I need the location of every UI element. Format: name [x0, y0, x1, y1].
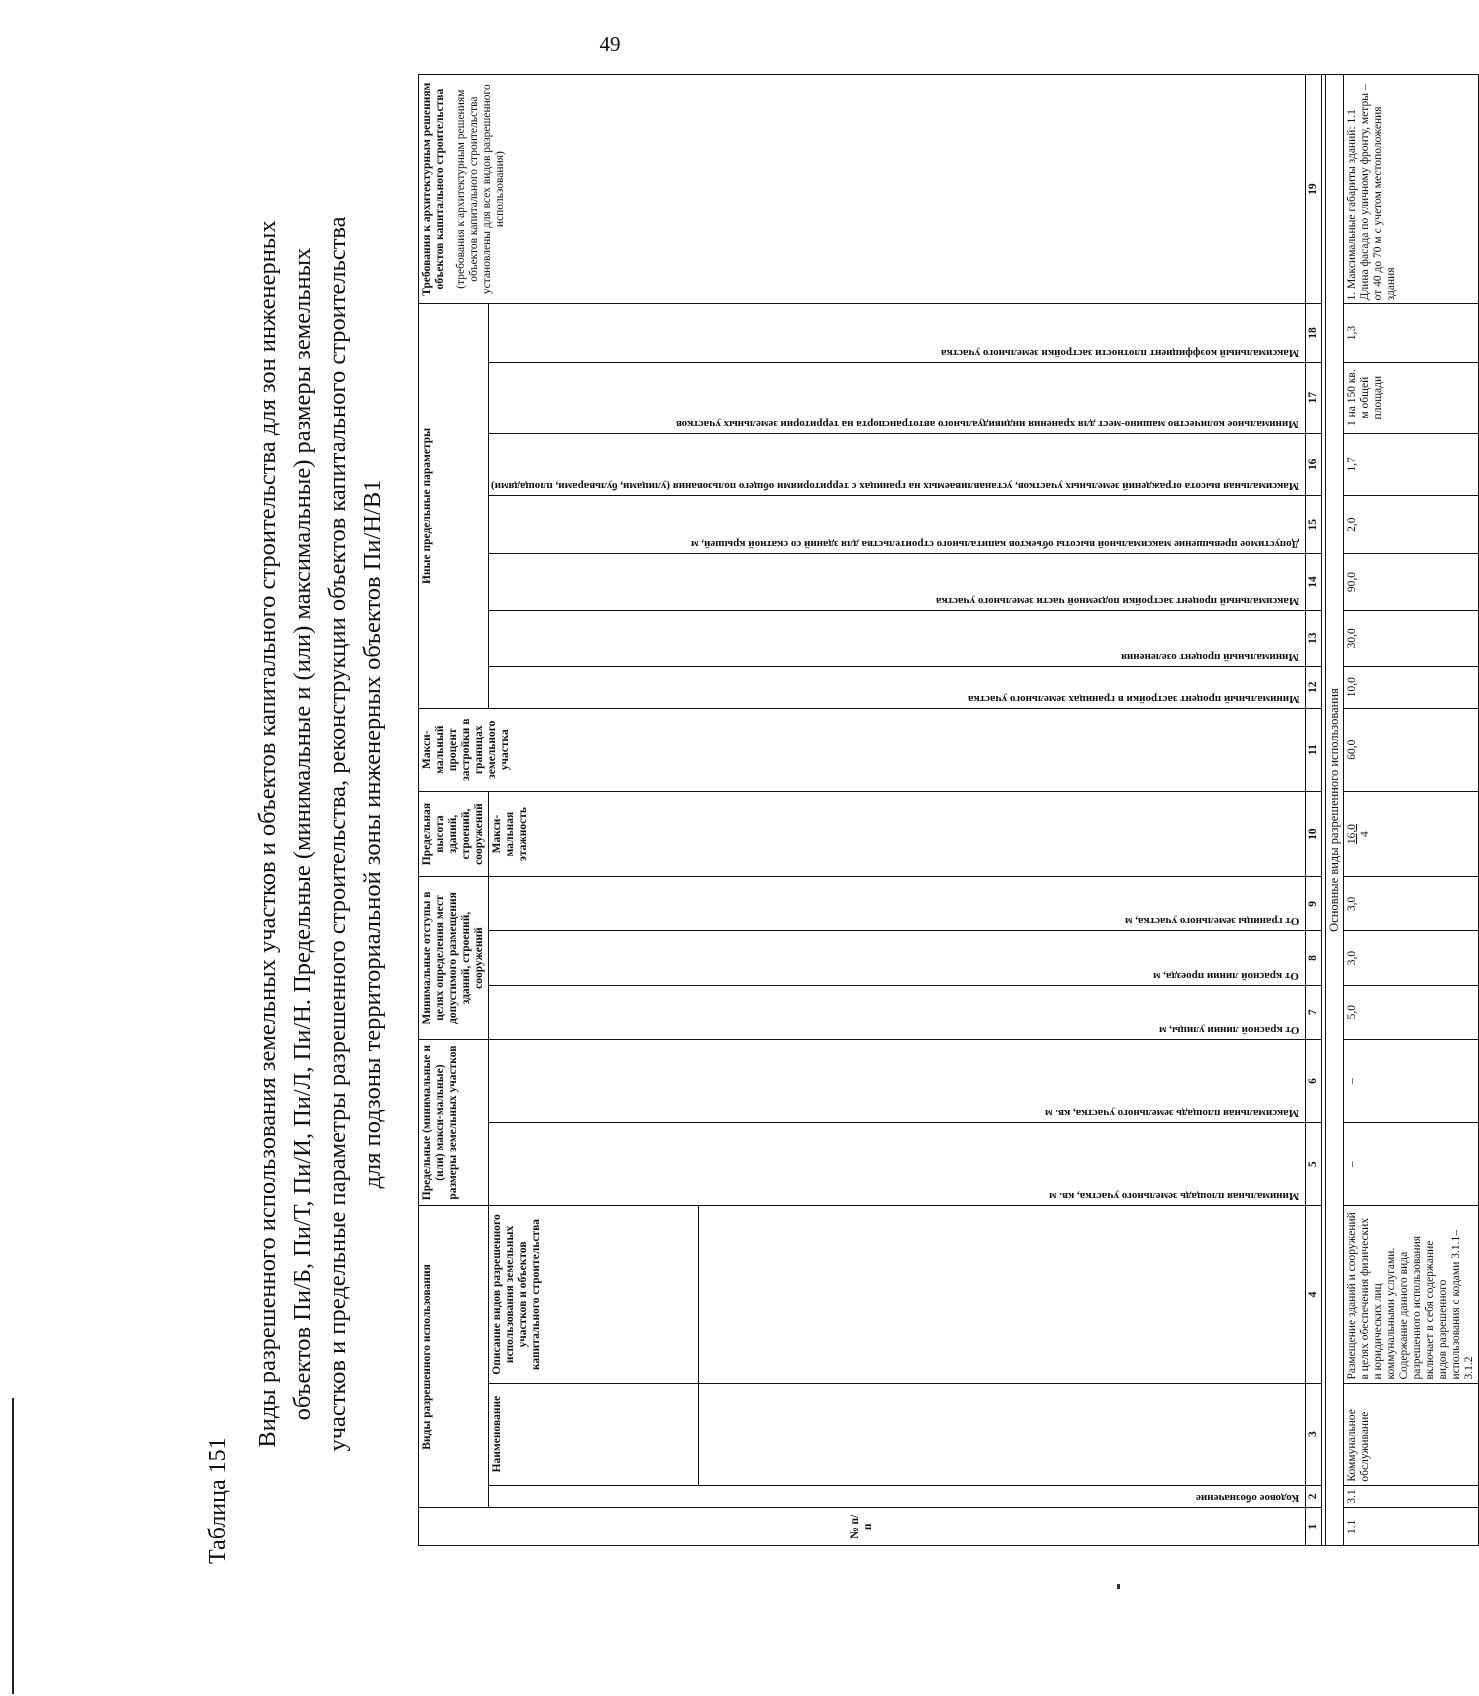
- cell-arch: 1. Максимальные габариты зданий: 1.1 Длина фасада по уличному фронту, метры – от 40 до 70 м с учетом местоположения здания: [1344, 75, 1479, 304]
- header-parking-text: Минимальное количество машино-мест для хранения индивидуального автотранспорта на территории земельных участков: [676, 417, 1300, 430]
- header-arch-note: (требования к архитектурным решениям объектов капитального строительства установлены для всех видов разрешенного использования): [455, 84, 506, 295]
- header-height-excess-text: Допустимое превышение максимальной высоты объектов капитального строительства для зданий со скатной крышей, м: [690, 538, 1300, 551]
- header-max-coverage: Макси-мальный процент застройки в границах земельного участка: [419, 708, 1306, 791]
- header-fence-height: [489, 433, 1306, 496]
- column-number: 11: [1306, 708, 1322, 791]
- cell-height: [1344, 791, 1479, 876]
- header-height: [419, 791, 489, 876]
- column-number: 6: [1306, 1039, 1322, 1122]
- header-from-passage-text: От красной линии проезда, м: [1153, 969, 1300, 982]
- column-number: 17: [1306, 362, 1322, 433]
- header-min-area: [489, 1123, 1306, 1206]
- column-number: 16: [1306, 433, 1322, 496]
- table-label: Таблица 151: [205, 1437, 231, 1564]
- column-number: 7: [1306, 985, 1322, 1039]
- header-fence-height-text: Максимальная высота ограждений земельных участков, устанавливаемых на границах с территориями общего пользования (улицами, бульварами, площадями): [491, 480, 1300, 493]
- header-description: Описание видов разрешенного использования земельных участков и объектов капитального строительства: [489, 1206, 699, 1383]
- header-npp: № п/п: [419, 1508, 1306, 1546]
- header-vri-group: Виды разрешенного использования: [419, 1206, 489, 1508]
- column-number: 3: [1306, 1383, 1322, 1485]
- column-number: 4: [1306, 1206, 1322, 1383]
- cell-max-underground: 90,0: [1344, 554, 1479, 610]
- column-number: 12: [1306, 666, 1322, 708]
- cell-min-area: –: [1344, 1123, 1479, 1206]
- header-from-street: [489, 985, 1306, 1039]
- header-max-floors: Макси-мальная этажность: [489, 791, 1306, 876]
- column-number: 1: [1306, 1508, 1322, 1546]
- header-height-top: Предельная высота зданий, строений, сооружений: [421, 802, 485, 866]
- header-row-1: [419, 75, 489, 1546]
- column-number: 9: [1306, 877, 1322, 931]
- table-title: [250, 84, 390, 1584]
- header-arch: [419, 75, 1306, 304]
- cell-max-height: 16,0: [1346, 824, 1359, 845]
- cell-density: 1,3: [1344, 304, 1479, 362]
- header-min-area-text: Минимальная площадь земельного участка, кв. м: [1048, 1190, 1300, 1203]
- section-title: Основные виды разрешенного использования: [1326, 75, 1344, 1546]
- header-from-street-text: От красной линии улицы, м: [1158, 1023, 1300, 1036]
- header-height-excess: [489, 496, 1306, 554]
- title-line: Виды разрешенного использования земельных участков и объектов капитального строительства для зон инженерных: [254, 220, 281, 1448]
- column-number: 5: [1306, 1123, 1322, 1206]
- cell-from-border: 3,0: [1344, 877, 1479, 931]
- page-number: 49: [599, 32, 621, 56]
- section-row: [1326, 75, 1344, 1546]
- header-from-border: [489, 877, 1306, 931]
- header-code: [489, 1485, 1306, 1508]
- cell-parking: 1 на 150 кв. м общей площади: [1344, 362, 1479, 433]
- column-number: 8: [1306, 931, 1322, 985]
- header-description-filler: [698, 1206, 1305, 1383]
- cell-height-excess: 2,0: [1344, 496, 1479, 554]
- column-number: 18: [1306, 304, 1322, 362]
- table-row: [1344, 75, 1479, 1546]
- header-setbacks: Минимальные отступы в целях определения мест допустимого размещения зданий, строений, сооружений: [419, 877, 489, 1040]
- cell-from-passage: 3,0: [1344, 931, 1479, 985]
- column-number: 15: [1306, 496, 1322, 554]
- cell-from-street: 5,0: [1344, 985, 1479, 1039]
- cell-code: 3.1: [1344, 1485, 1479, 1508]
- title-line: участков и предельные параметры разрешенного строительства, реконструкции объектов капитального строительства: [324, 216, 351, 1452]
- header-max-area-text: Максимальная площадь земельного участка, кв. м: [1045, 1107, 1300, 1120]
- rotated-page-content: [150, 54, 1476, 1584]
- cell-description: Размещение зданий и сооружений в целях обеспечения физических и юридических лиц коммунальными услугами. Содержание данного вида разрешенного использования включает в себя содержание видов разрешенного использования с кодами 3.1.1–3.1.2: [1344, 1206, 1479, 1383]
- cell-name: Коммунальное обслуживание: [1344, 1383, 1479, 1485]
- header-arch-title: Требования к архитектурным решениям объектов капитального строительства: [421, 82, 446, 296]
- header-from-passage: [489, 931, 1306, 985]
- column-number: 19: [1306, 75, 1322, 304]
- header-min-coverage: [489, 666, 1306, 708]
- header-min-coverage-text: Минимальный процент застройки в границах земельного участка: [967, 692, 1300, 705]
- header-max-area: [489, 1039, 1306, 1122]
- cell-max-coverage: 60,0: [1344, 708, 1479, 791]
- cell-min-coverage: 10,0: [1344, 666, 1479, 708]
- header-max-underground: [489, 554, 1306, 610]
- header-code-text: Кодовое обозначение: [1195, 1492, 1300, 1505]
- cell-fence-height: 1,7: [1344, 433, 1479, 496]
- cell-max-floors: 4: [1359, 831, 1372, 837]
- header-parking: [489, 362, 1306, 433]
- title-line: для подзоны территориальной зоны инженерных объектов Пи/Н/В1: [359, 479, 386, 1189]
- column-number: 14: [1306, 554, 1322, 610]
- header-min-green: [489, 610, 1306, 666]
- header-name: Наименование: [489, 1383, 699, 1485]
- header-other-params: Иные предельные параметры: [419, 304, 489, 708]
- header-min-green-text: Минимальный процент озеленения: [1121, 650, 1300, 663]
- scan-edge-line: [12, 1398, 14, 1694]
- cell-min-green: 30,0: [1344, 610, 1479, 666]
- column-number: 10: [1306, 791, 1322, 876]
- cell-max-area: –: [1344, 1039, 1479, 1122]
- zoning-table: [418, 74, 1479, 1546]
- column-number: 2: [1306, 1485, 1322, 1508]
- title-line: объектов Пи/Б, Пи/Т, Пи/И, Пи/Л, Пи/Н. Предельные (минимальные и (или) максимальные) размеры земельных: [289, 247, 316, 1421]
- header-density-text: Максимальный коэффициент плотности застройки земельного участка: [940, 346, 1300, 359]
- column-number-row: [1306, 75, 1322, 1546]
- header-name-filler: [698, 1383, 1305, 1485]
- cell-npp: 1.1: [1344, 1508, 1479, 1546]
- header-max-underground-text: Максимальный процент застройки подземной части земельного участка: [935, 594, 1300, 607]
- header-plot-sizes: Предельные (минимальные и (или) макси-мальные) размеры земельных участков: [419, 1039, 489, 1206]
- header-density: [489, 304, 1306, 362]
- scan-speck: [1117, 1584, 1120, 1589]
- header-from-border-text: От границы земельного участка, м: [1124, 915, 1300, 928]
- column-number: 13: [1306, 610, 1322, 666]
